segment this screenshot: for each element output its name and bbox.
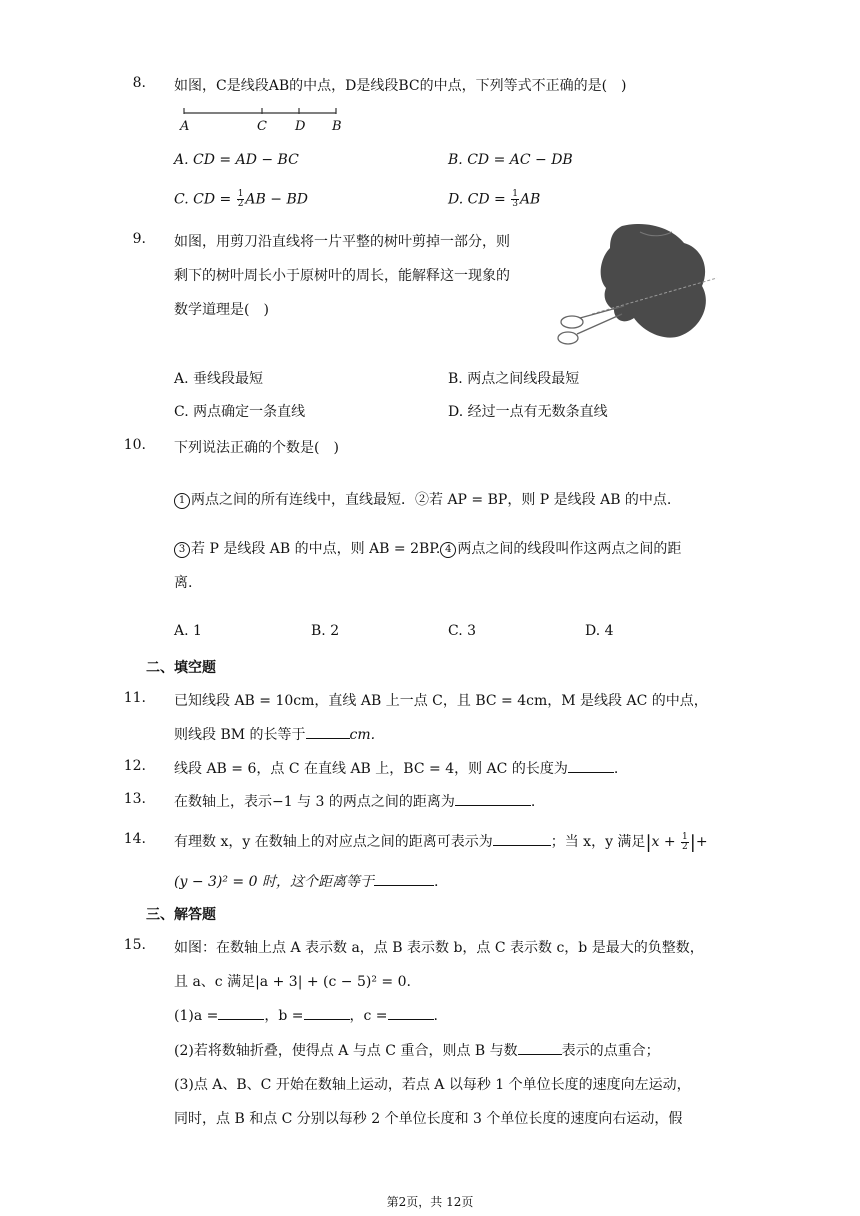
q15-line-3: (1)a = ，b = ，c = . [174,1005,438,1025]
q11-line-2: 则线段 BM 的长等于 cm. [174,724,375,744]
answer-blank-b [304,1005,350,1020]
q10-option-d: D. 4 [585,623,614,639]
circled-number-3: 3 [174,542,190,558]
q8-label-c: C [257,119,267,134]
answer-blank [518,1040,562,1055]
q15-line-2: 且 a、c 满足|a + 3| + (c − 5)² = 0. [174,974,411,990]
q9-line-3: 数学道理是( ) [174,302,269,318]
leaf-scissors-figure [552,218,720,348]
q9-number: 9. [132,231,146,247]
q9-option-b: B. 两点之间线段最短 [448,371,580,387]
page-footer: 第2页，共 12页 [386,1195,474,1209]
answer-blank-c [388,1005,434,1020]
circled-number-1: 1 [174,493,190,509]
q9-option-a: A. 垂线段最短 [174,371,264,387]
q8-number: 8. [132,75,146,91]
q9-option-c: C. 两点确定一条直线 [174,404,306,420]
section-heading-fill-in: 二、填空题 [146,660,216,676]
answer-blank-a [218,1005,264,1020]
q10-stem: 下列说法正确的个数是( ) [174,440,339,456]
q14-line-1: 有理数 x，y 在数轴上的对应点之间的距离可表示为 ；当 x，y 满足|x + $\frac{1}{2}$ |+ [174,831,708,853]
q15-line-6: 同时，点 B 和点 C 分别以每秒 2 个单位长度和 3 个单位长度的速度向右运动，假 [174,1111,683,1127]
q8-option-b: B. CD = AC − DB [448,152,573,168]
q10-number: 10. [123,437,146,453]
q15-line-4: (2)若将数轴折叠，使得点 A 与点 C 重合，则点 B 与数 表示的点重合； [174,1040,660,1060]
circled-number-4: 4 [440,542,456,558]
answer-blank [568,758,614,773]
q8-label-a: A [180,119,190,134]
q10-option-b: B. 2 [311,623,340,639]
q11-number: 11. [123,690,146,706]
q10-statement-line-1: 1 两点之间的所有连线中，直线最短．②若 AP = BP，则 P 是线段 AB 的中点. [174,489,671,509]
q11-line-1: 已知线段 AB = 10cm，直线 AB 上一点 C，且 BC = 4cm，M 是线段 AC 的中点， [174,693,708,709]
q8-option-d: D. CD = $\frac{1}{3}$ AB [448,189,541,209]
q14-line-2: (y − 3)² = 0 时，这个距离等于 . [174,871,438,891]
q15-line-1: 如图：在数轴上点 A 表示数 a，点 B 表示数 b，点 C 表示数 c，b 是最大的负整数， [174,940,704,956]
q12-text: 线段 AB = 6，点 C 在直线 AB 上，BC = 4，则 AC 的长度为 . [174,758,618,778]
q14-number: 14. [123,831,146,847]
q8-option-a: A. CD = AD − BC [174,152,299,168]
q15-line-5: (3)点 A、B、C 开始在数轴上运动，若点 A 以每秒 1 个单位长度的速度向左运动， [174,1077,691,1093]
q10-option-c: C. 3 [448,623,477,639]
answer-blank [306,724,350,739]
q8-option-c: C. CD = $\frac{1}{2}$ AB − BD [174,189,308,209]
q13-text: 在数轴上，表示−1 与 3 的两点之间的距离为 . [174,791,535,811]
q9-line-2: 剩下的树叶周长小于原树叶的周长，能解释这一现象的 [174,268,510,284]
q10-option-a: A. 1 [174,623,202,639]
q8-label-b: B [332,119,342,134]
q13-number: 13. [123,791,146,807]
q12-number: 12. [123,758,146,774]
q10-statement-line-3: 离. [174,575,193,591]
q8-label-d: D [295,119,306,134]
q10-statement-line-2: 3 若 P 是线段 AB 的中点，则 AB = 2BP. 4 两点之间的线段叫作这两点之间的距 [174,538,681,558]
q8-stem: 如图，C是线段AB的中点，D是线段BC的中点，下列等式不正确的是( ) [174,78,627,94]
answer-blank [374,871,434,886]
answer-blank [493,831,551,846]
answer-blank [455,791,531,806]
q9-line-1: 如图，用剪刀沿直线将一片平整的树叶剪掉一部分，则 [174,234,510,250]
q15-number: 15. [123,937,146,953]
section-heading-answer-questions: 三、解答题 [146,907,216,923]
q9-option-d: D. 经过一点有无数条直线 [448,404,608,420]
